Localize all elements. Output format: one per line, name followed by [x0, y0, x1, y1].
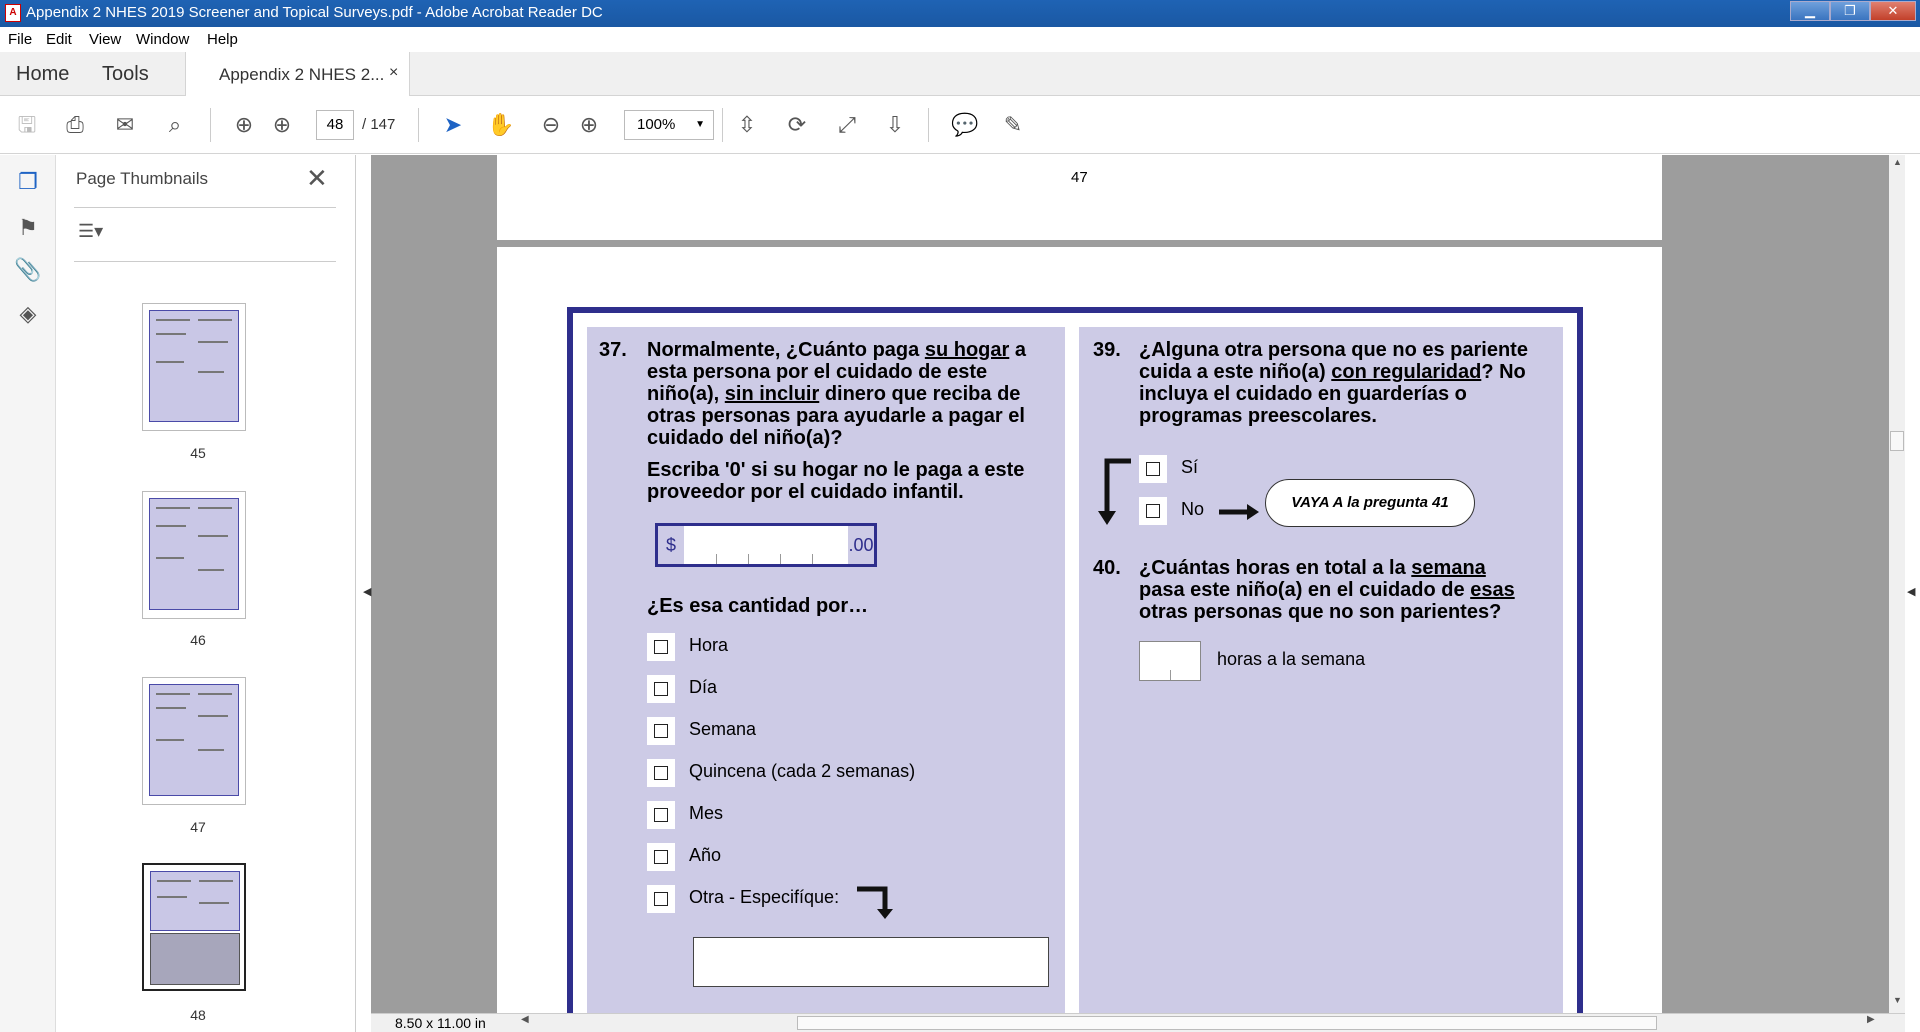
highlight-pen-icon[interactable]: ✎: [1003, 112, 1023, 137]
scroll-mode-icon[interactable]: ⇩: [885, 112, 905, 137]
page-number-input[interactable]: 48: [316, 110, 354, 140]
zoom-out-icon[interactable]: ⊖: [541, 112, 561, 137]
cents-label: .00: [848, 526, 874, 564]
full-screen-icon[interactable]: ⤢: [838, 112, 856, 137]
close-window-button[interactable]: ✕: [1870, 1, 1916, 21]
menu-help[interactable]: Help: [207, 31, 238, 48]
attachments-icon[interactable]: 📎: [14, 257, 42, 282]
amount-input[interactable]: [655, 523, 877, 567]
title-bar: [0, 0, 1920, 27]
question-39-number: 39.: [1093, 339, 1121, 361]
document-viewer[interactable]: [363, 155, 1889, 1013]
zoom-in-icon[interactable]: ⊕: [579, 112, 599, 137]
question-40-text: ¿Cuántas horas en total a la semana pasa este niño(a) en el cuidado de esas otras personas que no son parientes?: [1139, 557, 1515, 623]
question-37-column: [587, 327, 1065, 1027]
question-40-number: 40.: [1093, 557, 1121, 579]
comment-icon[interactable]: 💬: [951, 112, 979, 137]
yes-checkbox[interactable]: [1139, 455, 1167, 483]
option-label: Otra - Especifíque:: [689, 887, 840, 907]
close-panel-icon[interactable]: ✕: [306, 163, 328, 193]
right-panel-toggle[interactable]: [1905, 155, 1920, 1032]
no-label: No: [1181, 499, 1205, 519]
question-39-column: [1079, 327, 1563, 1027]
thumbnail-label: 47: [190, 819, 206, 835]
option-checkbox[interactable]: [647, 633, 675, 661]
thumbnail-options-icon[interactable]: ☰▾: [78, 221, 104, 241]
tab-bar: [0, 52, 1920, 96]
no-checkbox[interactable]: [1139, 497, 1167, 525]
page-number-footer: 47: [1071, 169, 1088, 186]
tab-tools[interactable]: Tools: [102, 63, 149, 85]
select-tool-icon[interactable]: ➤: [443, 112, 463, 137]
previous-page-bottom: [497, 155, 1662, 240]
expand-right-panel-icon[interactable]: ◀: [1907, 586, 1916, 598]
menu-edit[interactable]: Edit: [46, 31, 72, 48]
question-37-text: Normalmente, ¿Cuánto paga su hogar a esta persona por el cuidado de este niño(a), sin incluir dinero que reciba de otras personas para ayudarle a pagar el cuidado del niño(a)?: [647, 339, 1026, 449]
bookmarks-icon[interactable]: ⚑: [18, 215, 38, 240]
window-title: Appendix 2 NHES 2019 Screener and Topical Surveys.pdf - Adobe Acrobat Reader DC: [26, 4, 603, 21]
option-label: Hora: [689, 635, 729, 655]
amount-period-question: ¿Es esa cantidad por…: [647, 595, 869, 617]
hand-tool-icon[interactable]: ✋: [487, 112, 515, 137]
fit-page-icon[interactable]: ⇳: [737, 112, 757, 137]
option-label: Mes: [689, 803, 724, 823]
thumbnail-page-current[interactable]: [142, 863, 246, 991]
layers-icon[interactable]: ◈: [19, 301, 37, 326]
close-tab-icon[interactable]: ×: [389, 64, 399, 81]
hours-unit-label: horas a la semana: [1217, 649, 1366, 669]
option-label: Semana: [689, 719, 757, 739]
menu-bar: [0, 27, 1920, 52]
acrobat-app-icon: A: [5, 4, 21, 22]
minimize-button[interactable]: ▁: [1790, 1, 1830, 21]
zoom-value: 100%: [637, 116, 676, 133]
next-page-icon[interactable]: ⊕: [272, 112, 292, 137]
thumbnails-panel: [56, 155, 356, 1032]
question-37-instructions: Escriba '0' si su hogar no le paga a este proveedor por el cuidado infantil.: [647, 459, 1025, 503]
option-checkbox[interactable]: [647, 843, 675, 871]
option-checkbox[interactable]: [647, 885, 675, 913]
page-total: / 147: [362, 116, 396, 133]
search-icon[interactable]: ⌕: [168, 112, 182, 137]
scroll-right-icon[interactable]: ▶: [1867, 1014, 1875, 1025]
thumbnail-page[interactable]: [142, 677, 246, 805]
menu-file[interactable]: File: [8, 31, 33, 48]
thumbnail-label: 48: [190, 1007, 206, 1023]
toolbar: [0, 96, 1920, 154]
email-icon[interactable]: ✉: [115, 112, 135, 137]
print-icon[interactable]: ⎙: [66, 112, 84, 137]
tab-home[interactable]: Home: [16, 63, 70, 85]
save-icon[interactable]: 🖫: [17, 112, 37, 137]
skip-instruction: VAYA A la pregunta 41: [1265, 479, 1475, 527]
page-thumbnails-icon[interactable]: ❐: [18, 169, 38, 194]
zoom-dropdown[interactable]: [624, 110, 714, 140]
panel-title: Page Thumbnails: [76, 169, 208, 188]
arrow-down-icon: [855, 883, 899, 921]
yes-label: Sí: [1181, 457, 1199, 477]
horizontal-scrollbar-thumb[interactable]: [797, 1016, 1657, 1030]
skip-arrow-icon: [1087, 457, 1135, 529]
menu-window[interactable]: Window: [136, 31, 190, 48]
document-tab-label: Appendix 2 NHES 2...: [219, 65, 385, 84]
previous-page-icon[interactable]: ⊕: [234, 112, 254, 137]
arrow-right-icon: [1217, 501, 1261, 523]
option-checkbox[interactable]: [647, 759, 675, 787]
tab-document[interactable]: [185, 52, 410, 97]
current-page: [497, 247, 1662, 1027]
question-39-text: ¿Alguna otra persona que no es pariente cuida a este niño(a) con regularidad? No incluya el cuidado en guarderías o programas preescolares.: [1139, 339, 1528, 427]
scroll-left-icon[interactable]: ◀: [521, 1014, 529, 1025]
option-checkbox[interactable]: [647, 717, 675, 745]
question-37-number: 37.: [599, 339, 627, 361]
specify-input[interactable]: [693, 937, 1049, 987]
collapse-panel-icon[interactable]: ◀: [363, 586, 372, 598]
option-checkbox[interactable]: [647, 675, 675, 703]
option-label: Día: [689, 677, 718, 697]
chevron-down-icon: ▼: [695, 119, 705, 130]
thumbnail-label: 46: [190, 632, 206, 648]
option-label: Año: [689, 845, 722, 865]
menu-view[interactable]: View: [89, 31, 122, 48]
vertical-scrollbar[interactable]: ▲ ▼: [1889, 155, 1905, 1013]
option-checkbox[interactable]: [647, 801, 675, 829]
rotate-icon[interactable]: ⟳: [787, 112, 807, 137]
question-frame: [567, 307, 1583, 1027]
navigation-rail: [0, 155, 56, 1032]
thumbnail-label: 45: [190, 445, 206, 461]
hours-input[interactable]: [1139, 641, 1201, 681]
thumbnail-page[interactable]: [142, 303, 246, 431]
option-label: Quincena (cada 2 semanas): [689, 761, 916, 781]
maximize-button[interactable]: ❐: [1830, 1, 1870, 21]
thumbnail-page[interactable]: [142, 491, 246, 619]
dollar-sign: $: [658, 526, 684, 564]
status-bar: [371, 1013, 1905, 1032]
page-size-label: 8.50 x 11.00 in: [395, 1015, 486, 1031]
